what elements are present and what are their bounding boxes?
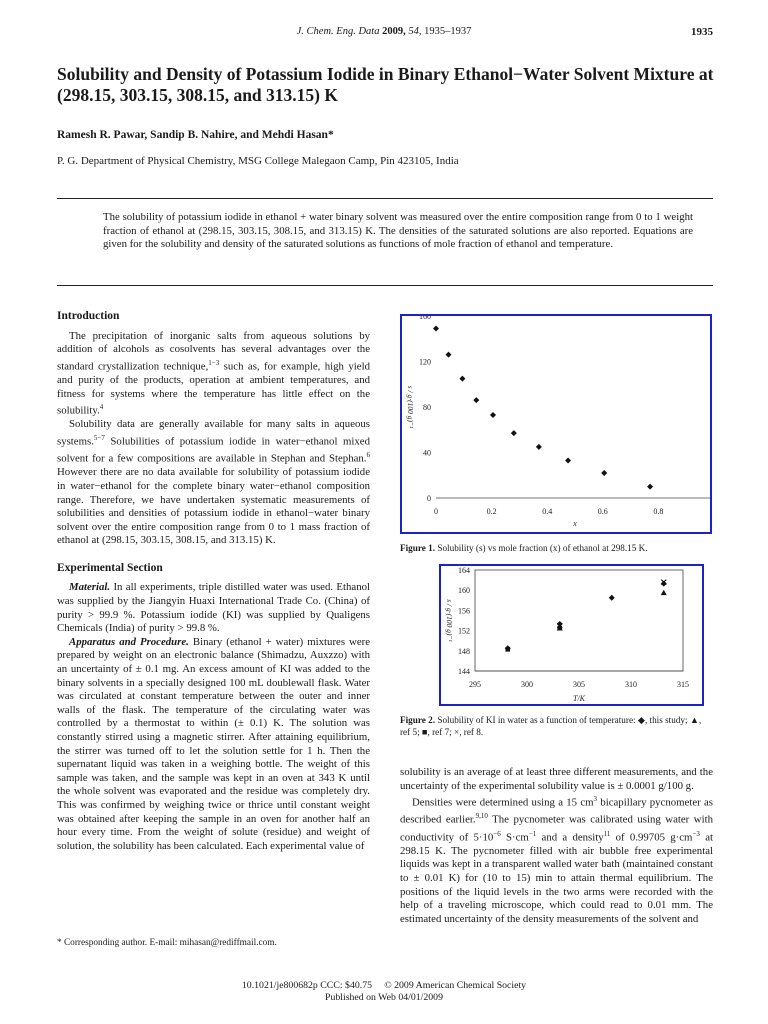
intro-heading: Introduction [57,310,120,322]
page-number: 1935 [691,26,713,38]
y-tick-label: 160 [458,586,470,596]
data-point [565,457,571,463]
data-point [601,470,607,476]
y-tick-label: 0 [427,494,431,503]
y-tick-label: 148 [458,646,470,656]
footer [0,980,768,1003]
x-tick-label: 300 [521,680,533,689]
figure-1-frame [400,314,712,534]
y-axis-label: s / g·(100 g)⁻¹ [445,599,454,642]
footnote: * Corresponding author. E-mail: mihasan@rediffmail.com. [57,938,277,948]
experimental-heading: Experimental Section [57,561,163,574]
data-point [490,412,496,418]
x-tick-label: 0.2 [486,507,497,516]
abstract-bottom-rule [57,285,713,286]
left-column [57,310,370,853]
data-point [536,444,542,450]
data-point [647,484,653,490]
data-point [446,352,452,358]
journal-year: 2009, [382,26,406,37]
x-axis-label: x [573,519,577,528]
y-tick-label: 144 [458,667,470,676]
right-paragraph-2: Densities were determined using a 15 $cm^3$ bicapillary pycnometer as described earlier.$^{9,10}$ The pycnometer was calibrated using water with conductivity of $5\cdot 10^{-6}$ $S\cdot cm^{-1}$ and a density$^{11}$ of 0.99705 $g\cdot cm^{-3}$ at 298.15 K. The pycnometer filled with air bubble free experimental liquids was kept in a transparent walled water bath (maintained constant to ± 0.01 K) for (10 to 15) min to attain thermal equilibrium. The positions of the liquid levels in the two arms were recorded with the help of a traveling microscope, which could read to 0.01 mm. The estimated uncertainty of the density measurements of the solvent and [400,795,713,925]
journal-header [0,26,768,37]
intro-paragraph-1: The precipitation of inorganic salts from aqueous solutions by addition of alcohols as cosolvents has several advantages over the standard crystallization technique,$^{1-3}$ such as, for example, high yield and purity of the products, operation at ambient temperatures, and fitness for systems where the temperature has little effect on the solubility.$^4$ [57,329,370,417]
y-tick-label: 120 [419,357,431,367]
x-tick-label: 305 [573,680,585,689]
x-tick-label: 0.8 [653,507,664,516]
data-point [433,326,439,332]
data-point [661,590,667,595]
x-tick-label: 0 [434,507,438,516]
data-point [473,397,479,403]
x-tick-label: 0.4 [542,507,553,516]
abstract-top-rule [57,198,713,199]
journal-name: J. Chem. Eng. Data [296,26,380,37]
data-point [505,647,510,652]
x-axis-label: T/K [572,694,586,703]
journal-volume: 54, [408,26,422,37]
right-column [400,766,713,926]
y-tick-label: 152 [458,626,470,636]
y-tick-label: 80 [423,403,431,412]
published-line: Published on Web 04/01/2009 [325,991,443,1003]
plot-frame [475,570,683,671]
data-point [511,430,517,436]
journal-pages: 1935–1937 [424,26,472,37]
figure-1-caption: Figure 1. Solubility (s) vs mole fraction (x) of ethanol at 298.15 K. [400,543,648,553]
y-axis-label: s / g·(100 g)⁻¹ [406,385,415,429]
authors: Ramesh R. Pawar, Sandip B. Nahire, and Mehdi Hasan* [57,129,334,141]
intro-paragraph-2: Solubility data are generally available for many salts in aqueous systems.$^{5-7}$ Solubilities of potassium iodide in water−ethanol mixed solvent for a few compositions are available in Stephan and Stephan.$^6$ However there are no data available for solubility of potassium iodide in water−ethanol for the complete binary water−ethanol composition range. Therefore, we have undertaken systematic measurements of solubilities and densities of potassium iodide in ethanol−water binary solvent over the entire composition range from 0 to 1 mass fraction of ethanol at (298.15, 303.15, 308.15, and 313.15) K. [57,418,370,547]
paper-title: Solubility and Density of Potassium Iodide in Binary Ethanol−Water Solvent Mixture at (298.15, 303.15, 308.15, and 313.15) K [57,64,714,105]
y-tick-label: 164 [458,566,470,575]
data-point [609,595,615,601]
y-tick-label: 40 [423,448,431,458]
apparatus-paragraph: Apparatus and Procedure. Binary (ethanol + water) mixtures were prepared by weight on an electronic balance (Shimadzu, Auxzzo) with an uncertainty of ± 0.1 mg. An excess amount of KI was added to the binary solvents in a specially designed 100 mL doublewall flask. Water was circulated at constant temperature between the outer and inner walls of the flask. The temperature of the circulating water was controlled by a thermostat to within (± 0.1) K. The solution was constantly stirred using a magnetic stirrer. After attaining equilibrium, the stirrer was turned off to let the solution settle for 1 h. Then the supernatant liquid was taken in a weighing bottle. The weight of this sample was taken, and the sample was kept in an oven at 343 K until the whole solvent was evaporated and the residue was completely dry. This was confirmed by weighing twice or thrice until constant weight was obtained after keeping the sample in an oven for another half an hour every time. From the weight of solute (residue) and weight of solution, the solubility has been calculated. Each experimental value of [57,635,370,852]
abstract: The solubility of potassium iodide in ethanol + water binary solvent was measured over the entire composition range from 0 to 1 weight fraction of ethanol at (298.15, 303.15, 308.15, and 313.15) K. The densities of the saturated solutions are also reported. Equations are given for the solubility and density of the saturated solutions as functions of mole fraction of ethanol and temperature. [103,211,693,250]
x-tick-label: 315 [677,680,689,689]
data-point [459,376,465,382]
figure-2-frame [439,564,704,706]
doi-line: 10.1021/je800682p CCC: $40.75 © 2009 American Chemical Society [241,980,527,991]
material-paragraph: Material. In all experiments, triple distilled water was used. Ethanol was supplied by the Jiangyin Huaxi International Trade Co. (China) of purity > 99.9 %. Potassium iodide (KI) was supplied by Qualigens Chemicals (India) of purity > 99.8 %. [57,581,370,635]
x-tick-label: 295 [469,680,481,689]
y-tick-label: 160 [419,316,431,321]
figure-2-chart [441,566,702,704]
x-tick-label: 310 [625,680,637,689]
right-paragraph-1: solubility is an average of at least three different measurements, and the uncertainty of the experimental solubility value is ± 0.0001 g/100 g. [400,766,713,792]
x-tick-label: 0.6 [597,507,608,516]
figure-1-chart [402,316,710,532]
affiliation: P. G. Department of Physical Chemistry, MSG College Malegaon Camp, Pin 423105, India [57,155,459,167]
y-tick-label: 156 [458,606,470,616]
figure-2-caption: Figure 2. Solubility of KI in water as a function of temperature: ◆, this study; ▲, ref 5; ■, ref 7; ×, ref 8. [400,715,702,737]
